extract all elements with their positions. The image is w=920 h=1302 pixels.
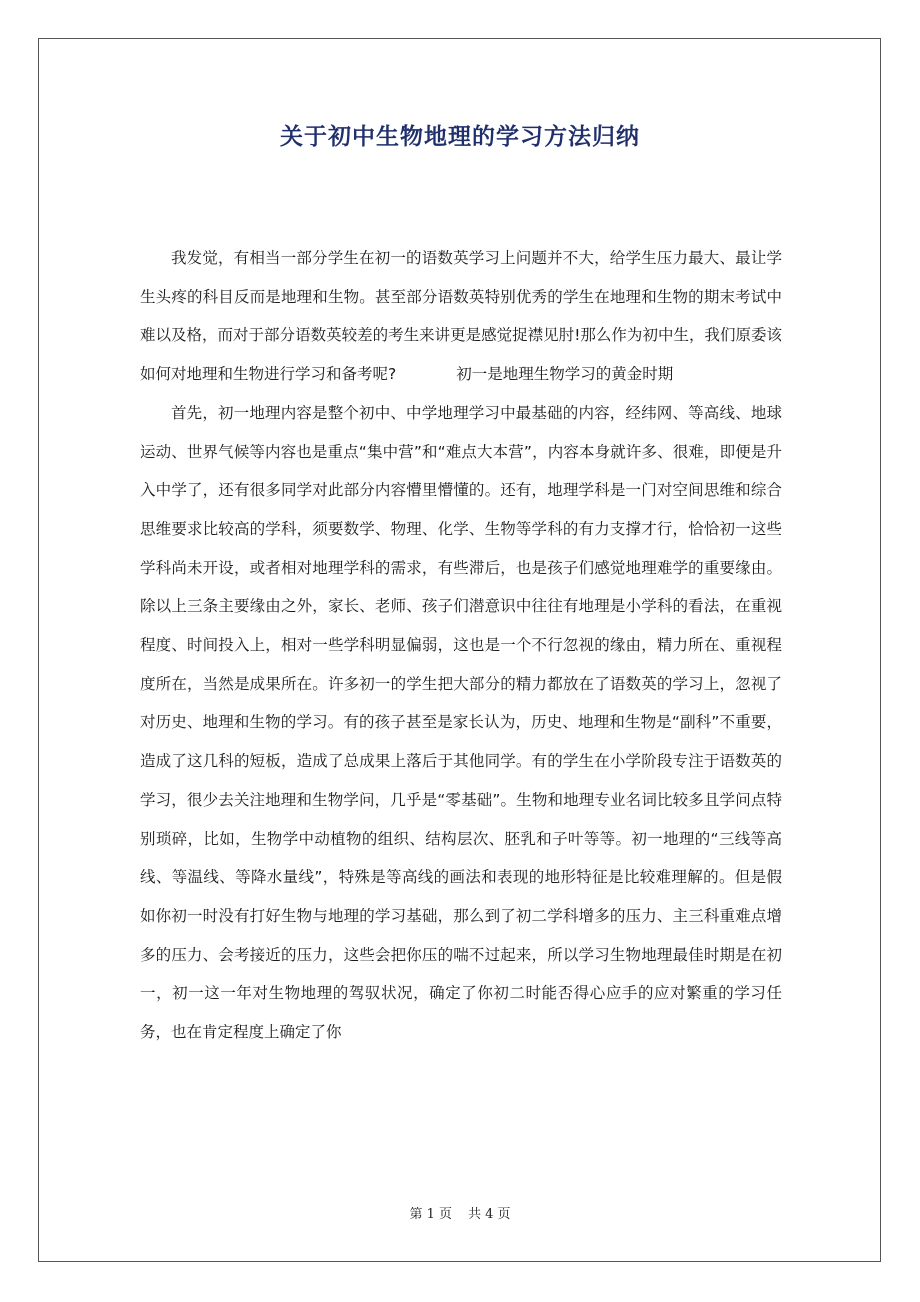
page-footer [0,1205,920,1225]
page-number: 第 1 页 [409,1207,452,1222]
document-title: 关于初中生物地理的学习方法归纳 [280,124,640,150]
paragraph-main: 首先，初一地理内容是整个初中、中学地理学习中最基础的内容，经纬网、等高线、地球运动、世界气候等内容也是重点“集中营”和“难点大本营”，内容本身就许多、很难，即便是升入中学了，还有很多同学对此部分内容懵里懵懂的。还有，地理学科是一门对空间思维和综合思维要求比较高的学科，须要数学、物理、化学、生物等学科的有力支撑才行，恰恰初一这些学科尚未开设，或者相对地理学科的需求，有些滞后，也是孩子们感觉地理难学的重要缘由。除以上三条主要缘由之外，家长、老师、孩子们潜意识中往往有地理是小学科的看法，在重视程度、时间投入上，相对一些学科明显偏弱，这也是一个不行忽视的缘由，精力所在、重视程度所在，当然是成果所在。许多初一的学生把大部分的精力都放在了语数英的学习上，忽视了对历史、地理和生物的学习。有的孩子甚至是家长认为，历史、地理和生物是“副科”不重要，造成了这几科的短板，造成了总成果上落后于其他同学。有的学生在小学阶段专注于语数英的学习，很少去关注地理和生物学问，几乎是“零基础”。生物和地理专业名词比较多且学问点特别琐碎，比如，生物学中动植物的组织、结构层次、胚乳和子叶等等。初一地理的“三线等高线、等温线、等降水量线”，特殊是等高线的画法和表现的地形特征是比较难理解的。但是假如你初一时没有打好生物与地理的学习基础，那么到了初二学科增多的压力、主三科重难点增多的压力、会考接近的压力，这些会把你压的喘不过起来，所以学习生物地理最佳时期是在初一，初一这一年对生物地理的驾驭状况，确定了你初二时能否得心应手的应对繁重的学习任务，也在肯定程度上确定了你 [140,403,782,1042]
document-body [140,239,782,1052]
paragraph-intro-text: 我发觉，有相当一部分学生在初一的语数英学习上问题并不大，给学生压力最大、最让学生头疼的科目反而是地理和生物。甚至部分语数英特别优秀的学生在地理和生物的期末考试中难以及格，而对于部分语数英较差的考生来讲更是感觉捉襟见肘!那么作为初中生，我们原委该如何对地理和生物进行学习和备考呢? [140,249,782,384]
paragraph-intro [140,239,782,394]
section-subheading: 初一是地理生物学习的黄金时期 [456,365,674,384]
page-total: 共 4 页 [468,1207,511,1222]
